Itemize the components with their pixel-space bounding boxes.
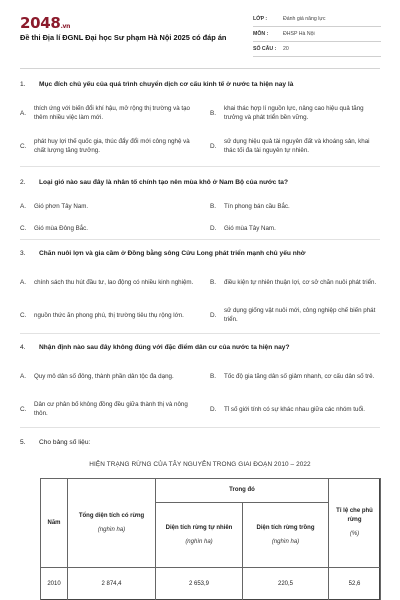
header-year <box>40 478 68 568</box>
question-divider <box>20 427 380 428</box>
cell-text: 220,5 <box>277 580 293 587</box>
question-number: 2. <box>20 179 26 186</box>
option-letter: D. <box>210 224 217 232</box>
cell-text: 2 653,9 <box>188 580 210 587</box>
option-letter: A. <box>20 202 27 210</box>
document-title: Đề thi Địa lí ĐGNL Đại học Sư phạm Hà Nội 2025 có đáp án <box>20 33 227 42</box>
meta-value: ĐHSP Hà Nội <box>283 31 315 37</box>
option-text: nguồn thức ăn phong phú, thị trường tiêu thụ rộng lớn. <box>34 311 184 319</box>
exam-meta-panel <box>253 12 381 57</box>
meta-row-subject <box>253 27 381 42</box>
question-number: 1. <box>20 81 26 88</box>
question-1 <box>20 80 382 154</box>
option-letter: A. <box>20 372 27 380</box>
option-a[interactable] <box>20 362 200 390</box>
header-divider <box>20 68 380 69</box>
option-letter: B. <box>210 278 217 286</box>
option-text: Gió mùa Đông Bắc. <box>34 224 88 232</box>
table-cell-planted <box>242 567 329 600</box>
header-total <box>67 478 156 568</box>
question-text: Loại gió nào sau đây là nhân tố chính tạo nên mùa khô ở Nam Bộ của nước ta? <box>39 179 288 186</box>
meta-label: LỚP : <box>253 16 268 22</box>
option-c[interactable] <box>20 395 200 423</box>
data-table <box>40 478 380 600</box>
option-d[interactable] <box>210 132 382 160</box>
site-logo[interactable] <box>20 14 70 32</box>
meta-value: 20 <box>283 46 289 52</box>
header-year-label: Năm <box>47 519 61 526</box>
header-planted-unit: (nghìn ha) <box>271 539 300 545</box>
question-5 <box>20 438 382 447</box>
option-c[interactable] <box>20 301 200 329</box>
header-cover-unit: (%) <box>349 531 360 538</box>
meta-label: MÔN : <box>253 31 269 37</box>
header-natural-unit: (nghìn ha) <box>185 539 213 545</box>
option-b[interactable] <box>210 268 382 296</box>
option-letter: D. <box>210 405 217 413</box>
table-cell-cover <box>328 567 381 600</box>
option-text: Tỉ số giới tính có sự khác nhau giữa các nhóm tuổi. <box>224 405 365 413</box>
question-text: Cho bảng số liệu: <box>39 439 91 446</box>
question-divider <box>20 166 380 167</box>
question-text: Mục đích chủ yếu của quá trình chuyển dịch cơ cấu kinh tế ở nước ta hiện nay là <box>39 81 294 88</box>
header-planted-label: Diện tích rừng trồng <box>256 524 315 531</box>
question-number: 4. <box>20 344 26 351</box>
option-b[interactable] <box>210 362 382 390</box>
option-letter: C. <box>20 405 27 413</box>
option-letter: C. <box>20 224 27 232</box>
option-text: Dân cư phân bố không đồng đều giữa thành thị và nông thôn. <box>34 401 188 417</box>
header-cover <box>328 478 381 568</box>
table-cell-year <box>40 567 68 600</box>
option-text: sử dụng giống vật nuôi mới, công nghiệp chế biến phát triển. <box>224 307 376 323</box>
option-text: thích ứng với biến đổi khí hậu, mở rộng thị trường và tạo thêm nhiều việc làm mới. <box>34 105 190 121</box>
header-group-label: Trong đó <box>229 487 255 494</box>
option-b[interactable] <box>210 99 382 127</box>
logo-suffix: .vn <box>60 23 71 30</box>
option-letter: B. <box>210 372 217 380</box>
question-number: 5. <box>20 439 26 446</box>
option-a[interactable] <box>20 99 200 127</box>
question-2 <box>20 178 382 232</box>
option-letter: B. <box>210 202 217 210</box>
option-letter: C. <box>20 311 27 319</box>
header-group <box>155 478 329 503</box>
option-text: sử dụng hiệu quả tài nguyên đất và khoáng sản, khai thác tối đa tài nguyên tự nhiên. <box>224 138 370 154</box>
option-letter: A. <box>20 278 27 286</box>
option-d[interactable] <box>210 221 382 235</box>
question-divider <box>20 333 380 334</box>
meta-row-class <box>253 12 381 27</box>
option-text: khai thác hợp lí nguồn lực, nâng cao hiệu quả tăng trưởng và phát triển bền vững. <box>224 105 364 121</box>
question-number: 3. <box>20 250 26 257</box>
option-d[interactable] <box>210 395 382 423</box>
table-cell-total <box>67 567 156 600</box>
option-text: chính sách thu hút đầu tư, lao động có nhiều kinh nghiệm. <box>34 278 194 286</box>
logo-main: 2048 <box>20 14 61 32</box>
option-text: Quy mô dân số đông, thành phần dân tộc đa dạng. <box>34 372 174 380</box>
option-text: Tín phong bán cầu Bắc. <box>224 202 290 210</box>
question-divider <box>20 239 380 240</box>
header-natural-label: Diện tích rừng tự nhiên <box>165 524 233 531</box>
option-text: phát huy lợi thế quốc gia, thúc đẩy đổi mới công nghệ và chất lượng tăng trưởng. <box>34 138 190 154</box>
question-text: Nhận định nào sau đây không đúng với đặc điểm dân cư của nước ta hiện nay? <box>39 344 290 351</box>
question-4 <box>20 343 382 417</box>
option-letter: D. <box>210 311 217 319</box>
option-a[interactable] <box>20 199 200 213</box>
header-cover-label: Tỉ lệ che phủ rừng <box>336 508 373 523</box>
option-letter: A. <box>20 109 27 117</box>
header-planted <box>242 502 329 568</box>
option-letter: C. <box>20 142 27 150</box>
meta-label: SỐ CÂU : <box>253 46 277 52</box>
option-d[interactable] <box>210 301 382 329</box>
header-natural <box>155 502 243 568</box>
option-b[interactable] <box>210 199 382 213</box>
meta-row-count <box>253 42 381 57</box>
option-c[interactable] <box>20 132 200 160</box>
option-text: Tốc độ gia tăng dân số giảm nhanh, cơ cấu dân số trẻ. <box>224 372 375 380</box>
cell-text: 52,6 <box>348 580 361 587</box>
table-caption: HIỆN TRẠNG RỪNG CỦA TÂY NGUYÊN TRONG GIAI ĐOẠN 2010 – 2022 <box>89 461 311 468</box>
question-text: Chăn nuôi lợn và gia cầm ở Đồng bằng sông Cửu Long phát triển mạnh chủ yếu nhờ <box>39 250 306 257</box>
option-text: điều kiện tự nhiên thuận lợi, cơ sở chăn nuôi phát triển. <box>224 278 377 286</box>
question-3 <box>20 249 382 323</box>
table-cell-natural <box>155 567 243 600</box>
option-text: Gió phơn Tây Nam. <box>34 202 89 210</box>
option-letter: B. <box>210 109 217 117</box>
header-total-unit: (nghìn ha) <box>97 527 126 533</box>
option-text: Gió mùa Tây Nam. <box>224 224 276 232</box>
meta-value: Đánh giá năng lực <box>283 16 326 22</box>
option-a[interactable] <box>20 268 200 296</box>
cell-text: 2010 <box>47 580 61 587</box>
option-c[interactable] <box>20 221 200 235</box>
header-total-label: Tổng diện tích có rừng <box>78 512 145 519</box>
cell-text: 2 874,4 <box>101 580 122 587</box>
option-letter: D. <box>210 142 217 150</box>
